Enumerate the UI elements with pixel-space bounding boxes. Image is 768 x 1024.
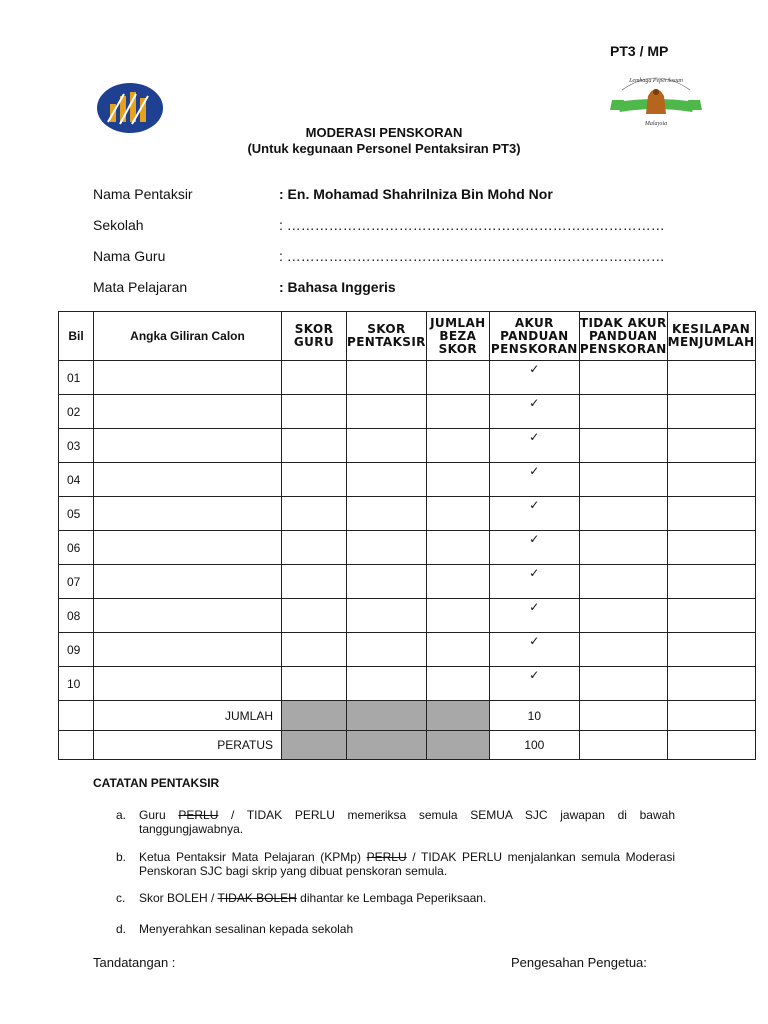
row-bil: 08 — [59, 599, 94, 633]
row-skor-guru-cell[interactable] — [282, 429, 347, 463]
peratus-blank — [59, 731, 94, 760]
peratus-beza-shaded — [426, 731, 489, 760]
row-jumlah-beza-cell[interactable] — [426, 463, 489, 497]
row-skor-guru-cell[interactable] — [282, 565, 347, 599]
peratus-akur-value: 100 — [489, 731, 579, 760]
row-tidak-akur-cell[interactable] — [579, 633, 667, 667]
row-tidak-akur-cell[interactable] — [579, 599, 667, 633]
row-akur-checkmark[interactable]: ✓ — [489, 463, 579, 497]
peratus-label: PERATUS — [94, 731, 282, 760]
row-tidak-akur-cell[interactable] — [579, 667, 667, 701]
col-header-skor-guru: SKOR GURU — [282, 312, 347, 361]
note-c-strike: TIDAK BOLEH — [217, 891, 297, 905]
row-angka-giliran-cell[interactable] — [94, 463, 282, 497]
row-skor-pentaksir-cell[interactable] — [347, 361, 427, 395]
row-akur-checkmark[interactable]: ✓ — [489, 565, 579, 599]
jumlah-skor-pentaksir-shaded — [347, 701, 427, 731]
row-bil: 02 — [59, 395, 94, 429]
col-header-bil: Bil — [59, 312, 94, 361]
row-angka-giliran-cell[interactable] — [94, 429, 282, 463]
row-skor-pentaksir-cell[interactable] — [347, 599, 427, 633]
jumlah-blank — [59, 701, 94, 731]
row-jumlah-beza-cell[interactable] — [426, 531, 489, 565]
row-angka-giliran-cell[interactable] — [94, 531, 282, 565]
page-subtitle: (Untuk kegunaan Personel Pentaksiran PT3) — [247, 141, 521, 156]
moderation-table — [58, 311, 756, 760]
field-value-nama-guru[interactable]: : ……………………………………………………………………… — [279, 248, 665, 264]
row-jumlah-beza-cell[interactable] — [426, 667, 489, 701]
row-jumlah-beza-cell[interactable] — [426, 361, 489, 395]
row-tidak-akur-cell[interactable] — [579, 531, 667, 565]
row-kesilapan-cell[interactable] — [667, 633, 755, 667]
row-skor-pentaksir-cell[interactable] — [347, 667, 427, 701]
row-akur-checkmark[interactable]: ✓ — [489, 429, 579, 463]
jumlah-row — [59, 701, 756, 731]
note-b: b. Ketua Pentaksir Mata Pelajaran (KPMp) PERLU / TIDAK PERLU menjalankan semula Moderasi Penskoran SJC bagi skrip yang dibuat penskoran semula. — [116, 850, 675, 878]
table-row — [59, 395, 756, 429]
field-label-sekolah: Sekolah — [93, 217, 144, 233]
signature-label: Tandatangan : — [93, 955, 176, 970]
col-header-angka-giliran: Angka Giliran Calon — [94, 312, 282, 361]
note-c-marker: c. — [116, 891, 126, 905]
peratus-tidak-akur-cell[interactable] — [579, 731, 667, 760]
row-tidak-akur-cell[interactable] — [579, 565, 667, 599]
row-jumlah-beza-cell[interactable] — [426, 429, 489, 463]
row-kesilapan-cell[interactable] — [667, 395, 755, 429]
col-header-kesilapan: KESILAPAN MENJUMLAH — [667, 312, 755, 361]
peratus-row — [59, 731, 756, 760]
col-header-jumlah-beza: JUMLAH BEZA SKOR — [426, 312, 489, 361]
row-tidak-akur-cell[interactable] — [579, 429, 667, 463]
row-skor-guru-cell[interactable] — [282, 633, 347, 667]
table-row — [59, 599, 756, 633]
field-label-nama-guru: Nama Guru — [93, 248, 166, 264]
row-skor-pentaksir-cell[interactable] — [347, 497, 427, 531]
svg-text:Lembaga Peperiksaan: Lembaga Peperiksaan — [629, 78, 683, 84]
jumlah-kesilapan-cell[interactable] — [667, 701, 755, 731]
row-skor-guru-cell[interactable] — [282, 361, 347, 395]
note-c: c. Skor BOLEH / TIDAK BOLEH dihantar ke Lembaga Peperiksaan. — [116, 891, 487, 905]
col-header-tidak-akur: TIDAK AKUR PANDUAN PENSKORAN — [579, 312, 667, 361]
row-bil: 04 — [59, 463, 94, 497]
table-row — [59, 361, 756, 395]
row-skor-guru-cell[interactable] — [282, 395, 347, 429]
jumlah-skor-guru-shaded — [282, 701, 347, 731]
row-skor-guru-cell[interactable] — [282, 599, 347, 633]
row-angka-giliran-cell[interactable] — [94, 497, 282, 531]
row-bil: 10 — [59, 667, 94, 701]
svg-text:Malaysia: Malaysia — [644, 121, 668, 127]
form-code: PT3 / MP — [610, 43, 669, 59]
row-bil: 01 — [59, 361, 94, 395]
row-akur-checkmark[interactable]: ✓ — [489, 599, 579, 633]
row-kesilapan-cell[interactable] — [667, 497, 755, 531]
row-skor-guru-cell[interactable] — [282, 531, 347, 565]
row-tidak-akur-cell[interactable] — [579, 395, 667, 429]
row-skor-guru-cell[interactable] — [282, 667, 347, 701]
row-kesilapan-cell[interactable] — [667, 361, 755, 395]
row-bil: 06 — [59, 531, 94, 565]
table-row — [59, 531, 756, 565]
row-jumlah-beza-cell[interactable] — [426, 633, 489, 667]
row-skor-guru-cell[interactable] — [282, 497, 347, 531]
col-header-skor-pentaksir: SKOR PENTAKSIR — [347, 312, 427, 361]
principal-approval-label: Pengesahan Pengetua: — [511, 955, 647, 970]
lembaga-peperiksaan-logo — [608, 70, 704, 128]
note-d — [116, 922, 675, 938]
row-jumlah-beza-cell[interactable] — [426, 395, 489, 429]
row-angka-giliran-cell[interactable] — [94, 667, 282, 701]
field-label-mata-pelajaran: Mata Pelajaran — [93, 279, 188, 295]
row-angka-giliran-cell[interactable] — [94, 395, 282, 429]
peratus-skor-pentaksir-shaded — [347, 731, 427, 760]
field-value-nama-pentaksir: : En. Mohamad Shahrilniza Bin Mohd Nor — [279, 186, 553, 202]
table-header-row — [59, 312, 756, 361]
row-bil: 05 — [59, 497, 94, 531]
jumlah-tidak-akur-cell[interactable] — [579, 701, 667, 731]
jumlah-label: JUMLAH — [94, 701, 282, 731]
field-label-nama-pentaksir: Nama Pentaksir — [93, 186, 193, 202]
row-akur-checkmark[interactable]: ✓ — [489, 361, 579, 395]
row-angka-giliran-cell[interactable] — [94, 361, 282, 395]
row-tidak-akur-cell[interactable] — [579, 463, 667, 497]
note-b-marker: b. — [116, 850, 127, 864]
row-kesilapan-cell[interactable] — [667, 463, 755, 497]
table-row — [59, 429, 756, 463]
row-skor-guru-cell[interactable] — [282, 463, 347, 497]
row-akur-checkmark[interactable]: ✓ — [489, 531, 579, 565]
notes-title: CATATAN PENTAKSIR — [93, 776, 220, 790]
note-d-text: Menyerahkan sesalinan kepada sekolah — [139, 922, 354, 936]
field-value-mata-pelajaran: : Bahasa Inggeris — [279, 279, 396, 295]
table-row — [59, 633, 756, 667]
note-d-marker: d. — [116, 922, 127, 936]
row-tidak-akur-cell[interactable] — [579, 497, 667, 531]
row-akur-checkmark[interactable]: ✓ — [489, 395, 579, 429]
jumlah-beza-shaded — [426, 701, 489, 731]
note-b-strike: PERLU — [366, 850, 407, 864]
table-row — [59, 565, 756, 599]
note-a: a. Guru PERLU / TIDAK PERLU memeriksa semula SEMUA SJC jawapan di bawah tanggungjawabnya. — [116, 808, 675, 836]
row-angka-giliran-cell[interactable] — [94, 599, 282, 633]
row-kesilapan-cell[interactable] — [667, 667, 755, 701]
row-skor-pentaksir-cell[interactable] — [347, 633, 427, 667]
row-angka-giliran-cell[interactable] — [94, 565, 282, 599]
row-kesilapan-cell[interactable] — [667, 565, 755, 599]
row-akur-checkmark[interactable]: ✓ — [489, 633, 579, 667]
row-akur-checkmark[interactable]: ✓ — [489, 667, 579, 701]
page-title: MODERASI PENSKORAN — [305, 125, 463, 140]
note-a-marker: a. — [116, 808, 127, 822]
row-jumlah-beza-cell[interactable] — [426, 599, 489, 633]
table-row — [59, 497, 756, 531]
row-kesilapan-cell[interactable] — [667, 429, 755, 463]
row-skor-pentaksir-cell[interactable] — [347, 531, 427, 565]
row-skor-pentaksir-cell[interactable] — [347, 429, 427, 463]
peratus-kesilapan-cell[interactable] — [667, 731, 755, 760]
row-angka-giliran-cell[interactable] — [94, 633, 282, 667]
peratus-skor-guru-shaded — [282, 731, 347, 760]
field-value-sekolah[interactable]: : ……………………………………………………………………… — [279, 217, 665, 233]
row-jumlah-beza-cell[interactable] — [426, 565, 489, 599]
row-skor-pentaksir-cell[interactable] — [347, 395, 427, 429]
row-kesilapan-cell[interactable] — [667, 599, 755, 633]
row-jumlah-beza-cell[interactable] — [426, 497, 489, 531]
note-a-strike: PERLU — [178, 808, 219, 822]
row-skor-pentaksir-cell[interactable] — [347, 463, 427, 497]
row-kesilapan-cell[interactable] — [667, 531, 755, 565]
row-bil: 03 — [59, 429, 94, 463]
row-akur-checkmark[interactable]: ✓ — [489, 497, 579, 531]
row-bil: 09 — [59, 633, 94, 667]
row-bil: 07 — [59, 565, 94, 599]
jumlah-akur-value: 10 — [489, 701, 579, 731]
table-row — [59, 667, 756, 701]
col-header-akur: AKUR PANDUAN PENSKORAN — [489, 312, 579, 361]
row-skor-pentaksir-cell[interactable] — [347, 565, 427, 599]
table-row — [59, 463, 756, 497]
row-tidak-akur-cell[interactable] — [579, 361, 667, 395]
